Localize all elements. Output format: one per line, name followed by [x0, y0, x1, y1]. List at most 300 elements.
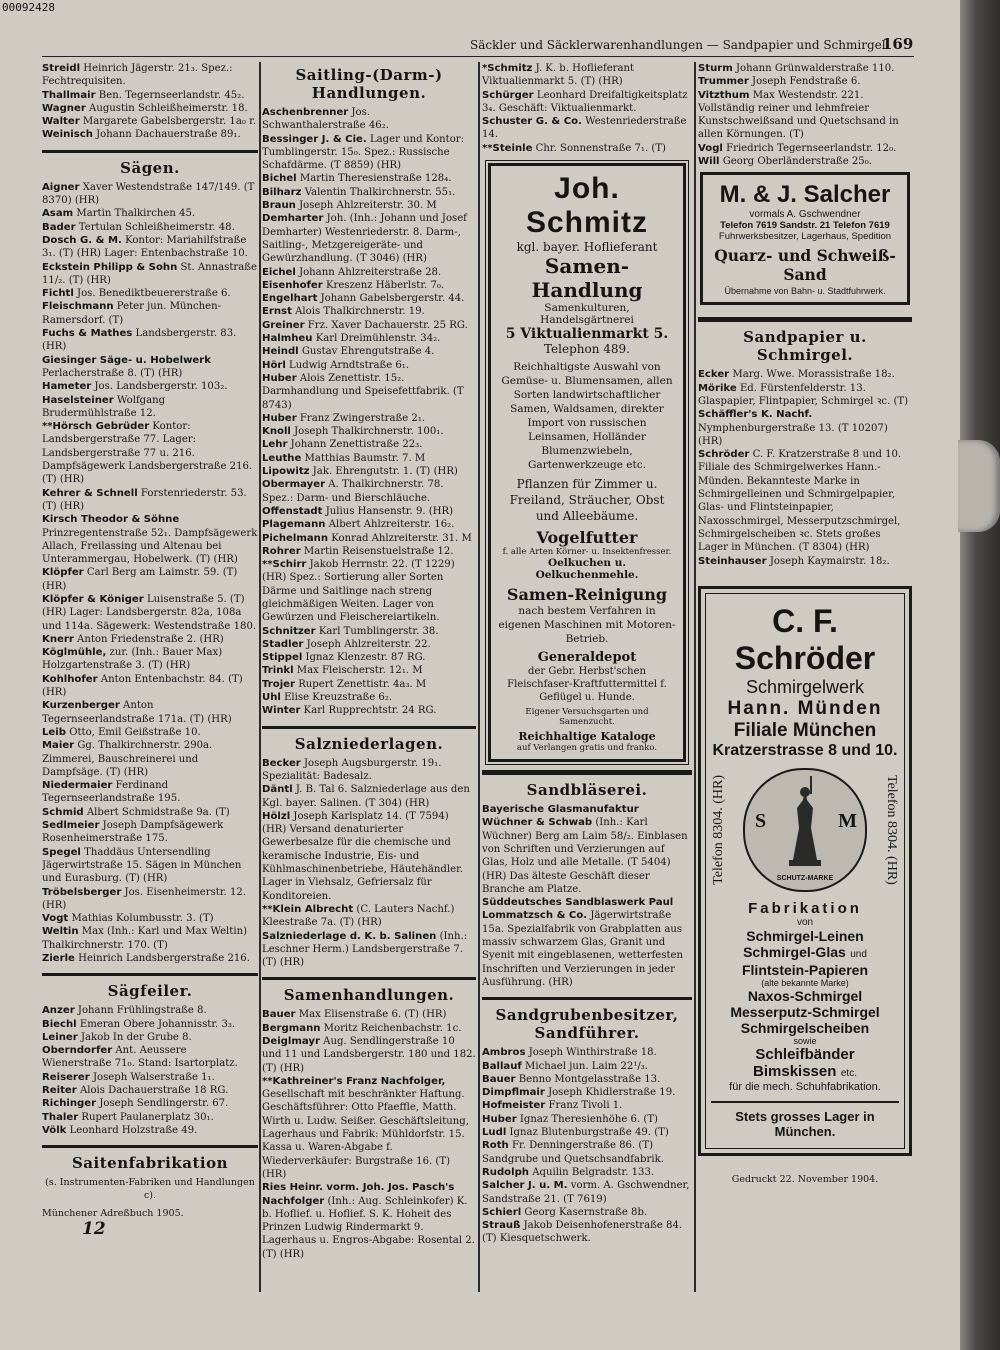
- directory-entry: [482, 1086, 692, 1099]
- entry-name: Niedermaier: [42, 780, 113, 792]
- entry-name: Schnitzer: [262, 625, 316, 637]
- directory-entry: [262, 545, 476, 558]
- ad-schmitz-kataloge: Reichhaltige Kataloge: [518, 730, 656, 744]
- entry-details: Ed. Fürstenfelderstr. 13. Glaspapier, Flintpapier, Schmirgel ꝛc. (T): [698, 382, 909, 407]
- entry-name: Vitzthum: [698, 89, 750, 101]
- directory-entry: [42, 207, 258, 220]
- entry-name: Hameter: [42, 381, 92, 393]
- entry-details: Friedrich Tegernseerlandstr. 12₀.: [726, 142, 897, 154]
- advert-schmitz: [488, 163, 686, 762]
- ad-salcher-sand: Quarz- und Schweiß-Sand: [714, 246, 896, 285]
- directory-entry: [42, 354, 258, 381]
- entry-details: Nymphenburgerstraße 13. (T 10207) (HR): [698, 422, 888, 447]
- entry-details: Jos. Schwanthalerstraße 46₂.: [262, 107, 389, 132]
- entry-details: Jos. Benediktbeuererstraße 6.: [77, 288, 231, 300]
- entry-name: Weltin: [42, 926, 79, 938]
- ad-schmitz-p1: Reichhaltigste Auswahl von Gemüse- u. Blumensamen, allen Sorten landwirtschaftlicher Samen, Waldsamen, direkter Import von russischen Leinsamen, Holländer Blumenzwiebeln, Gartenwerkzeuge etc.: [501, 361, 673, 472]
- directory-entry: [482, 1179, 692, 1206]
- entry-details: Ant. Aeussere Wienerstraße 71₀. Stand: Isartorplatz.: [42, 1045, 238, 1070]
- entry-name: Leuthe: [262, 452, 302, 464]
- entry-name: Knoll: [262, 426, 291, 438]
- directory-entry: [42, 1031, 258, 1044]
- entry-details: Heinrich Landsbergerstraße 216.: [78, 953, 250, 964]
- entry-details: Max (Inh.: Karl und Max Weltin) Thalkirchnerstr. 170. (T): [42, 926, 248, 951]
- entry-name: **Steinle: [482, 142, 533, 154]
- entry-details: Joseph Augsburgerstr. 19₁. Spezialität: Badesalz.: [262, 757, 442, 782]
- entry-name: Ambros: [482, 1047, 526, 1059]
- entry-details: vorm. A. Gschwendner, Sandstraße 21. (T 7619): [482, 1180, 690, 1205]
- entry-name: Leiner: [42, 1031, 78, 1043]
- entry-details: Emeran Obere Johannisstr. 3₃.: [79, 1018, 236, 1030]
- entry-name: Vogl: [698, 142, 723, 154]
- entry-details: Karl Tumblingerstr. 38.: [318, 625, 439, 637]
- ad-salcher-sub: vormals A. Gschwendner: [749, 209, 861, 221]
- entry-details: Joseph Ahlzreiterstr. 22.: [306, 638, 431, 650]
- entry-name: Ludl: [482, 1127, 507, 1139]
- book-spine-edge: [960, 0, 1000, 1350]
- entry-name: Obermayer: [262, 479, 326, 491]
- directory-entry: [42, 1097, 258, 1110]
- entry-name: Engelhart: [262, 293, 318, 305]
- entry-details: Leonhard Holzstraße 49.: [69, 1124, 198, 1136]
- entry-details: J. B. Tal 6. Salzniederlage aus den Kgl. bayer. Salinen. (T 304) (HR): [262, 784, 470, 809]
- entry-details: Jos. Eisenheimerstr. 12. (HR): [42, 886, 247, 911]
- entry-details: (Inh.: Leschner Herm.) Landsbergerstraße 7. (T) (HR): [262, 930, 468, 969]
- section-bar: [42, 973, 258, 976]
- ad-schroeder-p8: Bimskissen: [753, 1062, 837, 1080]
- entry-name: Lehr: [262, 439, 288, 451]
- ad-schroeder-p9: für die mech. Schuhfabrikation.: [729, 1080, 881, 1093]
- section-bar: [482, 770, 692, 775]
- entry-details: Ignaz Theresienhöhe 6. (T): [519, 1113, 658, 1125]
- directory-entry: [262, 292, 476, 305]
- ad-schroeder-name: C. F. Schröder: [734, 602, 876, 676]
- entry-details: Moritz Reichenbachstr. 1c.: [323, 1022, 462, 1034]
- directory-entry: [262, 810, 476, 903]
- entry-details: Gustav Ehrengutstraße 4.: [301, 346, 435, 358]
- directory-entry: [262, 505, 476, 518]
- entry-details: Anton Tegernseerlandstraße 171a. (T) (HR): [42, 700, 232, 725]
- column-rule: [478, 62, 480, 1292]
- directory-entry: [262, 332, 476, 345]
- entry-name: Sturm: [698, 63, 733, 74]
- directory-entry: [262, 478, 476, 505]
- entry-name: Bergmann: [262, 1022, 321, 1034]
- entry-details: Ignaz Klenzestr. 87 RG.: [305, 652, 426, 664]
- entry-details: Joseph Thalkirchnerstr. 100₁.: [294, 426, 444, 438]
- entry-name: Salzniederlage d. K. b. Salinen: [262, 930, 437, 942]
- ad-schroeder-p3: Flintstein-Papieren: [741, 961, 869, 978]
- ad-schroeder-p1: Schmirgel-Leinen: [746, 927, 864, 944]
- directory-entry: [262, 359, 476, 372]
- entry-name: Offenstadt: [262, 505, 323, 517]
- ad-schroeder-sub: Schmirgelwerk: [745, 676, 865, 697]
- entry-name: Halmheu: [262, 333, 313, 345]
- directory-entry: [42, 566, 258, 593]
- entry-name: Fleischmann: [42, 301, 114, 313]
- entry-details: Joseph Kaymairstr. 18₂.: [769, 555, 890, 567]
- entry-name: Heindl: [262, 346, 299, 358]
- entry-details: Alois Zenettistr. 15₂. Darmhandlung und Speisefettfabrik. (T 8743): [262, 372, 464, 411]
- printed-date: Gedruckt 22. November 1904.: [731, 1173, 879, 1185]
- section-bar: [482, 997, 692, 1000]
- directory-entry: [42, 181, 258, 208]
- entry-details: Georg Oberländerstraße 25₀.: [722, 156, 872, 168]
- entry-name: Greiner: [262, 319, 305, 331]
- header-text: Säckler und Säcklerwarenhandlungen — Sandpapier und Schmirgel.: [470, 38, 890, 52]
- entry-details: Johann Dachauerstraße 89₁.: [96, 129, 241, 141]
- directory-entry: [42, 62, 258, 89]
- directory-entry: [42, 1004, 258, 1017]
- directory-entry: [42, 925, 258, 952]
- entry-details: Landsbergerstr. 83. (HR): [42, 328, 237, 353]
- entry-name: Hofmeister: [482, 1100, 546, 1112]
- entry-name: Dimpflmair: [482, 1087, 545, 1099]
- entry-details: Georg Kasernstraße 8b.: [524, 1206, 648, 1218]
- entry-details: Kreszenz Häberlstr. 7₀.: [325, 279, 445, 291]
- ad-salcher-tel: Telefon 7619 Sandstr. 21 Telefon 7619: [720, 220, 890, 232]
- entry-name: Stippel: [262, 652, 303, 664]
- entry-name: Lipowitz: [262, 466, 310, 478]
- entry-details: Joseph Winthirstraße 18.: [528, 1047, 657, 1059]
- entry-name: Demharter: [262, 213, 324, 225]
- directory-entry: [42, 234, 258, 261]
- directory-entry: [262, 783, 476, 810]
- entry-name: *Schmitz: [482, 63, 533, 74]
- directory-entry: [42, 89, 258, 102]
- section-heading-salzniederlagen: Salzniederlagen.: [294, 734, 444, 753]
- entry-name: Thallmair: [42, 89, 96, 101]
- entry-name: **Schirr: [262, 559, 307, 571]
- directory-entry: [42, 1084, 258, 1097]
- entry-name: Mörike: [698, 382, 737, 394]
- entry-name: Schürger: [482, 89, 534, 101]
- entry-name: Bauer: [482, 1073, 516, 1085]
- directory-entry: [262, 212, 476, 265]
- entry-name: Eichel: [262, 266, 296, 278]
- ad-schmitz-tel: Telephon 489.: [543, 342, 630, 357]
- entry-name: Klöpfer & Königer: [42, 593, 144, 605]
- entry-details: Prinzregentenstraße 52₁. Dampfsägewerk Allach, Freilassing und Altenau bei Unterammergau, Hobelwerk. (T) (HR): [42, 527, 258, 566]
- directory-entry: [42, 673, 258, 700]
- directory-entry: [42, 779, 258, 806]
- entry-details: Fr. Denningerstraße 86. (T) Sandgrube und Quetschsandfabrik.: [482, 1140, 664, 1165]
- entry-name: Fichtl: [42, 288, 74, 300]
- directory-entry: [42, 287, 258, 300]
- entry-details: Luisenstraße 5. (T) (HR) Lager: Landsbergerstr. 82a, 108a und 114a. Sägewerk: Westendstraße 180.: [42, 593, 257, 632]
- entry-details: Ben. Tegernseerlandstr. 45₂.: [98, 89, 245, 101]
- entry-details: Westenriederstraße 14.: [482, 116, 687, 141]
- entry-details: Martin Theresienstraße 128₄.: [299, 173, 452, 185]
- ad-schmitz-sub: kgl. bayer. Hoflieferant: [516, 240, 658, 255]
- entries-saegen: [42, 181, 258, 966]
- entry-details: Perlacherstraße 8. (T) (HR): [42, 367, 183, 379]
- directory-entry: [482, 1206, 692, 1219]
- directory-entry: [262, 664, 476, 677]
- entry-name: Trummer: [698, 76, 749, 88]
- ad-schmitz-vogelfutter-detail: f. alle Arten Körner- u. Insektenfresser.: [502, 547, 672, 558]
- entry-details: Forstenriederstr. 53. (T) (HR): [42, 487, 247, 512]
- directory-entry: [482, 1219, 692, 1246]
- ad-salcher-l1: Fuhrwerksbesitzer, Lagerhaus, Spedition: [718, 231, 892, 243]
- directory-entry: [262, 425, 476, 438]
- entry-details: Heinrich Jägerstr. 21₃. Spez.: Fechtrequisiten.: [42, 63, 233, 88]
- header-rule: [42, 56, 914, 57]
- entry-details: Valentin Thalkirchnerstr. 55₁.: [304, 186, 456, 198]
- entry-name: Huber: [262, 412, 297, 424]
- directory-entry: [42, 819, 258, 846]
- entry-name: Walter: [42, 116, 80, 128]
- entry-details: Johann Grünwalderstraße 110.: [736, 63, 895, 74]
- directory-entry: [42, 115, 258, 128]
- directory-entry: [42, 846, 258, 886]
- directory-entry: [42, 739, 258, 779]
- directory-entry: [42, 646, 258, 673]
- ad-schmitz-reinigung: Samen-Reinigung: [506, 585, 668, 605]
- entry-name: Uhl: [262, 692, 281, 704]
- ad-schmitz-generaldepot-detail: der Gebr. Herbst'schen Fleischfaser-Kraftfuttermittel f. Geflügel u. Hunde.: [507, 666, 667, 704]
- entries-saegfeiler: [42, 1004, 258, 1137]
- ad-schroeder-fabrikation: Fabrikation: [748, 899, 862, 917]
- entry-details: Aquilin Belgradstr. 133.: [532, 1166, 655, 1178]
- entry-name: Eckstein Philipp & Sohn: [42, 261, 178, 273]
- entry-name: Thaler: [42, 1111, 79, 1123]
- entry-details: Albert Schmidstraße 9a. (T): [86, 806, 230, 818]
- directory-entry: [262, 704, 476, 717]
- entry-name: Ernst: [262, 306, 292, 318]
- directory-entry: [42, 261, 258, 288]
- entry-name: Giesinger Säge- u. Hobelwerk: [42, 354, 211, 366]
- ad-schroeder-p4: Naxos-Schmirgel: [747, 987, 863, 1004]
- section-heading-saitling: Saitling-(Darm-) Handlungen.: [295, 66, 443, 102]
- ad-schroeder-l3: Kratzerstrasse 8 und 10.: [712, 741, 898, 759]
- entry-name: Süddeutsches Sandblaswerk Paul Lommatzsch & Co.: [482, 897, 674, 922]
- entry-name: Huber: [482, 1113, 517, 1125]
- entry-details: Anton Friedenstraße 2. (HR): [77, 633, 224, 645]
- directory-entry: [42, 221, 258, 234]
- directory-entry: [262, 1075, 476, 1181]
- directory-entry: [482, 62, 692, 89]
- entry-details: Konrad Ahlzreiterstr. 31. M: [331, 532, 472, 544]
- entry-name: Huber: [262, 372, 297, 384]
- entry-name: Bilharz: [262, 186, 302, 198]
- advert-schroeder: [698, 586, 912, 1156]
- saitenfabrikation-note: (s. Instrumenten-Fabriken und Handlungen c).: [45, 1177, 255, 1202]
- entry-details: Joseph Ahlzreiterstr. 30. M: [299, 200, 437, 212]
- directory-entry: [262, 133, 476, 173]
- entry-name: Schröder: [698, 449, 750, 461]
- ad-schroeder-tel-right: Telefon 8304. (HR): [884, 774, 899, 885]
- entry-name: Bader: [42, 221, 76, 233]
- directory-entry: [42, 327, 258, 354]
- directory-entry: [262, 106, 476, 133]
- ad-schroeder-p6: Schmirgelscheiben: [740, 1019, 870, 1036]
- entry-name: Eisenhofer: [262, 279, 323, 291]
- column-3: [482, 62, 692, 1246]
- entry-details: Rupert Paulanerplatz 30₁.: [81, 1111, 214, 1123]
- entry-name: Däntl: [262, 784, 293, 796]
- directory-entry: [262, 279, 476, 292]
- entry-details: A. Thalkirchnerstr. 78. Spez.: Darm- und Bierschläuche.: [262, 479, 444, 504]
- entry-name: Kehrer & Schnell: [42, 487, 138, 499]
- directory-entry: [698, 75, 912, 88]
- entry-details: Joh. (Inh.: Johann und Josef Demharter) Westenriederstr. 8. Darm-, Saitling-, Metzgereigeräte- und Gewürzhandlung. (T 3046) (HR): [262, 213, 467, 265]
- directory-entry: [262, 186, 476, 199]
- directory-entry: [262, 1008, 476, 1021]
- entry-name: Knerr: [42, 633, 74, 645]
- directory-entry: [42, 1018, 258, 1031]
- ad-schmitz-addr: 5 Viktualienmarkt 5.: [505, 326, 669, 343]
- directory-entry: [42, 128, 258, 141]
- entry-details: Franz Tivoli 1.: [548, 1100, 623, 1112]
- entry-name: **Hörsch Gebrüder: [42, 421, 150, 433]
- entry-name: Oberndorfer: [42, 1045, 113, 1057]
- ad-schroeder-und: und: [850, 948, 867, 960]
- entries-saitling: [262, 106, 476, 718]
- ad-schmitz-oelkuchen: Oelkuchen u. Oelkuchenmehle.: [535, 557, 639, 582]
- entry-name: Maier: [42, 740, 75, 752]
- ad-schroeder-trademark-row: [711, 768, 899, 892]
- ad-schroeder-p3s: (alte bekannte Marke): [761, 977, 849, 988]
- section-bar: [42, 1145, 258, 1148]
- directory-entry: [262, 691, 476, 704]
- ad-salcher-name: M. & J. Salcher: [719, 181, 891, 209]
- section-heading-sandpapier: Sandpapier u. Schmirgel.: [743, 328, 867, 365]
- directory-entry: [698, 382, 912, 409]
- directory-entry: [262, 518, 476, 531]
- directory-entry: [482, 896, 692, 989]
- entry-details: Albert Ahlzreiterstr. 16₂.: [328, 519, 455, 531]
- directory-entry: [262, 625, 476, 638]
- directory-entry: [262, 638, 476, 651]
- entry-details: Joseph Khidlerstraße 19.: [548, 1087, 676, 1099]
- entries-sandblaes: [482, 803, 692, 989]
- entry-name: Braun: [262, 200, 296, 212]
- entry-name: Richinger: [42, 1098, 97, 1110]
- entry-details: Xaver Westendstraße 147/149. (T 8370) (HR): [42, 181, 255, 207]
- column-2: [262, 62, 476, 1261]
- entry-name: Schuster G. & Co.: [482, 116, 582, 128]
- directory-entry: [698, 89, 912, 142]
- ad-schroeder-p7: Schleifbänder: [755, 1045, 855, 1063]
- entry-name: Schierl: [482, 1206, 522, 1218]
- directory-entry: [482, 89, 692, 116]
- directory-entry: [482, 1126, 692, 1139]
- directory-entry: [482, 1113, 692, 1126]
- entry-details: C. F. Kratzerstraße 8 und 10. Filiale des Schmirgelwerkes Hann.-Münden. Bekannteste Marke in Schmirgelleinen und Schmirgelpapier, Glas- und Flintsteinpapier, Naxosschmirgel, Messerputzschmirgel, Schmirgelscheiben ꝛc. Stets großes Lager in München. (T 8304) (HR): [698, 449, 902, 554]
- entry-name: Bessinger J. & Cie.: [262, 133, 367, 145]
- ad-schroeder-p2: Schmirgel-Glas: [743, 943, 846, 960]
- directory-entry: [482, 1073, 692, 1086]
- directory-entry: [262, 199, 476, 212]
- entry-details: Joseph Karlsplatz 14. (T 7594) (HR) Versand denaturierter Gewerbesalze für die chemische und keramische Industrie, Eis- und Kühlmaschinenbetriebe, Häutehändler. Lager in Viehsalz, Gefriersalz für Konditoreien.: [262, 810, 464, 902]
- entries-samen: [262, 1008, 476, 1261]
- entry-details: Anton Entenbachstr. 84. (T) (HR): [42, 673, 243, 699]
- entry-details: (Inh.: Karl Wüchner) Berg am Laim 58/₂. Einblasen von Schriften und Verzierungen auf Glas, Holz und alle Metalle. (T 5404) (HR) Das älteste Geschäft dieser Branche am Platze.: [482, 817, 688, 895]
- entry-name: Aschenbrenner: [262, 107, 349, 118]
- entry-details: Ignaz Blutenburgstraße 49. (T): [509, 1127, 669, 1139]
- ad-schroeder-l1: Hann. Münden: [727, 697, 883, 719]
- entry-details: Max Fleischerstr. 12₁. M: [296, 665, 423, 677]
- entry-name: Bichel: [262, 173, 297, 185]
- entry-details: Margarete Gabelsbergerstr. 1a₀ r.: [82, 116, 257, 128]
- section-heading-samenhandlungen: Samenhandlungen.: [283, 986, 455, 1005]
- entry-name: Rudolph: [482, 1166, 529, 1178]
- trademark-label: SCHUTZ-MARKE: [776, 874, 834, 882]
- directory-entry: [262, 651, 476, 664]
- entry-details: Johann Zenettistraße 22₃.: [290, 439, 423, 451]
- directory-entry: [698, 368, 912, 381]
- entries-col1: [42, 62, 258, 142]
- directory-entry: [42, 806, 258, 819]
- directory-entry: [42, 886, 258, 913]
- entry-details: Gesellschaft mit beschränkter Haftung. Geschäftsführer: Otto Pfaeffle, Matth. Wirth u. Ludw. Seißer. Geschäftsleitung, Lagerhaus und Fabrik: Mühldorfstr. 15. Kassa u. Waren-Abgabe f. Wiederverkäufer: Burgstraße 16. (T) (HR): [262, 1089, 469, 1180]
- directory-entry: [262, 172, 476, 185]
- entry-name: Anzer: [42, 1005, 75, 1017]
- entry-name: Sedlmeier: [42, 820, 100, 832]
- entry-name: Haselsteiner: [42, 394, 114, 406]
- section-heading-sandblaeserei: Sandbläserei.: [526, 781, 648, 800]
- entry-details: Marg. Wwe. Morassistraße 18₂.: [732, 369, 895, 381]
- entry-name: Vogt: [42, 913, 69, 925]
- ad-schmitz-title: Samen-Handlung: [531, 254, 643, 303]
- entry-name: Bayerische Glasmanufaktur Wüchner & Schwab: [482, 804, 639, 829]
- ad-schmitz-kataloge-detail: auf Verlangen gratis und franko.: [516, 743, 658, 754]
- entry-name: Streidl: [42, 63, 81, 74]
- entry-name: Leib: [42, 726, 66, 738]
- running-header: [470, 38, 910, 52]
- entry-name: Steinhauser: [698, 555, 767, 567]
- entries-col4: [698, 62, 912, 168]
- entry-details: Aug. Sendlingerstraße 10 und 11 und Landsbergerstr. 180 und 182. (T) (HR): [262, 1036, 476, 1074]
- ad-schroeder-l2: Filiale München: [733, 719, 877, 741]
- entry-details: Chr. Sonnenstraße 7₁. (T): [535, 142, 666, 154]
- directory-entry: [42, 633, 258, 646]
- section-bar: [698, 317, 912, 322]
- entry-details: Johann Gabelsbergerstr. 44.: [320, 293, 465, 305]
- entry-name: Biechl: [42, 1018, 77, 1030]
- entry-details: (Inh.: Aug. Schleinkofer) K. b. Hoflief. u. Hoflief. S. K. Hoheit des Prinzen Ludwig Rindermarkt 9. Lagerhaus u. Engros-Abgabe: Rosental 2. (T) (HR): [262, 1195, 475, 1260]
- entry-details: Gg. Thalkirchnerstr. 290a. Zimmerei, Bauschreinerei und Dampfsäge. (T) (HR): [42, 740, 213, 778]
- directory-entry: [482, 1166, 692, 1179]
- entry-name: Bauer: [262, 1009, 296, 1021]
- section-heading-saegen: Sägen.: [120, 158, 180, 177]
- section-bar: [42, 150, 258, 153]
- entry-details: Jos. Landsbergerstr. 103₂.: [94, 381, 228, 393]
- directory-entry: [698, 448, 912, 554]
- ad-schroeder-p5: Messerputz-Schmirgel: [730, 1003, 880, 1020]
- entry-name: Roth: [482, 1140, 509, 1152]
- directory-entry: [42, 300, 258, 327]
- entry-details: Martin Thalkirchen 45.: [76, 208, 196, 220]
- entry-details: Lager und Kontor: Tumblingerstr. 15₀. Spez.: Russische Schafdärme. (T 8859) (HR): [262, 133, 465, 172]
- ad-schroeder-tel-left: Telefon 8304. (HR): [711, 774, 726, 885]
- entry-details: Joseph Sendlingerstr. 67.: [99, 1098, 229, 1110]
- entry-name: Kirsch Theodor & Söhne: [42, 514, 180, 526]
- directory-entry: [698, 62, 912, 75]
- directory-entry: [482, 1139, 692, 1166]
- directory-entry: [262, 757, 476, 784]
- directory-entry: [262, 345, 476, 358]
- directory-entry: [698, 408, 912, 448]
- ad-schmitz-versuchsgarten: Eigener Versuchsgarten und Samenzucht.: [525, 707, 649, 728]
- directory-entry: [262, 372, 476, 412]
- trademark-letter-m: M: [838, 809, 857, 832]
- entry-details: Julius Hansenstr. 9. (HR): [325, 505, 454, 517]
- directory-entry: [262, 438, 476, 451]
- advert-salcher: [700, 172, 910, 305]
- entry-details: Otto, Emil Geißstraße 10.: [69, 726, 201, 738]
